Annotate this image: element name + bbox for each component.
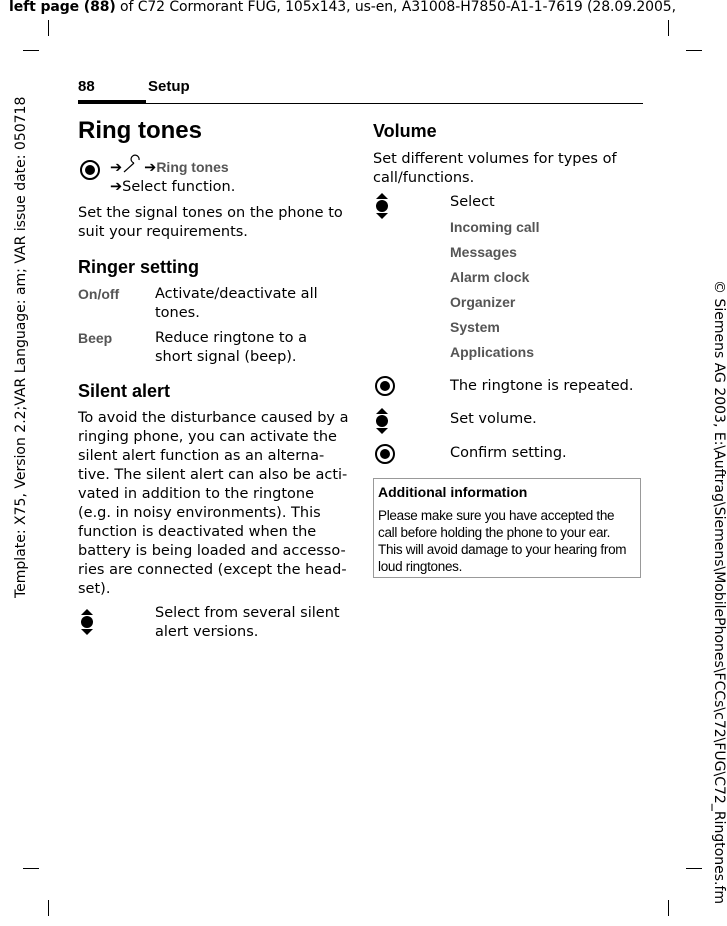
term-beep: Beep: [78, 330, 113, 346]
print-header: [9, 0, 676, 15]
text-line: (e.g. in noisy environments). This: [78, 505, 321, 521]
template-info: [0, 18, 29, 718]
menu-item-ring-tones: Ring tones: [156, 159, 229, 175]
additional-info-box: [373, 478, 641, 578]
text-line: This will avoid damage to your hearing from: [378, 542, 627, 557]
text-line: Set different volumes for types of: [373, 151, 617, 167]
menu-path-instruction: Select function.: [122, 179, 236, 195]
crop-mark: [686, 868, 702, 869]
text-line: tive. The silent alert can also be acti-: [78, 467, 348, 483]
ringer-setting-heading: Ringer setting: [78, 257, 200, 277]
silent-alert-text: [78, 409, 353, 599]
arrow-icon: ➔: [144, 160, 157, 176]
text-line: call/functions.: [373, 170, 475, 186]
term-on-off: On/off: [78, 286, 120, 302]
term-on-off-desc: [155, 285, 318, 323]
text-line: ringing phone, you can activate the: [78, 429, 337, 445]
print-header-page: left page (88): [9, 0, 116, 15]
text-line: ries are connected (except the head-: [78, 562, 347, 578]
text-line: tones.: [155, 305, 200, 321]
term-beep-desc: [155, 329, 307, 367]
crop-mark: [23, 50, 39, 51]
crop-mark: [23, 868, 39, 869]
silent-alert-heading: Silent alert: [78, 381, 171, 401]
option-messages: Messages: [450, 244, 517, 260]
crop-mark: [686, 50, 702, 51]
crop-mark: [48, 900, 49, 916]
volume-heading: Volume: [373, 121, 437, 141]
intro-text: [78, 204, 348, 242]
option-organizer: Organizer: [450, 294, 516, 310]
silent-select-text: [155, 604, 340, 642]
text-line: suit your requirements.: [78, 224, 248, 240]
navigation-key-icon: [375, 376, 395, 396]
option-applications: Applications: [450, 344, 535, 360]
additional-info-body: [378, 507, 640, 575]
text-line: To avoid the disturbance caused by a: [78, 410, 349, 426]
navigation-key-icon: [375, 444, 395, 464]
text-line: alert versions.: [155, 624, 259, 640]
option-system: System: [450, 319, 500, 335]
confirm-text: Confirm setting.: [450, 445, 567, 461]
crop-mark: [668, 20, 669, 36]
up-down-key-icon: [80, 609, 94, 635]
page-number: 88: [78, 78, 95, 95]
text-line: vated in addition to the ringtone: [78, 486, 315, 502]
menu-path: [110, 158, 235, 197]
arrow-icon: ➔: [110, 179, 123, 195]
print-header-info: of C72 Cormorant FUG, 105x143, us-en, A31008-H7850-A1-1-7619 (28.09.2005,: [115, 0, 676, 15]
text-line: silent alert function as an alterna-: [78, 448, 325, 464]
text-line: Set the signal tones on the phone to: [78, 205, 343, 221]
up-down-key-icon: [375, 408, 389, 434]
repeated-text: The ringtone is repeated.: [450, 378, 634, 394]
template-info-text: Template: X75, Version 2.2;VAR Language: am; VAR issue date: 050718: [13, 96, 29, 598]
volume-intro: [373, 150, 641, 188]
text-line: Activate/deactivate all: [155, 286, 318, 302]
set-volume-text: Set volume.: [450, 411, 537, 427]
text-line: Please make sure you have accepted the: [378, 508, 615, 523]
text-line: Reduce ringtone to a: [155, 330, 307, 346]
copyright-text: © Siemens AG 2003, E:\Auftrag\Siemens\MobilePhones\FCCs\c72\FUG\C72_Ringtones.fm: [711, 280, 727, 905]
navigation-key-icon: [80, 160, 100, 180]
additional-info-title: Additional information: [378, 484, 528, 500]
arrow-icon: ➔: [110, 160, 123, 176]
wrench-icon: [122, 158, 144, 174]
option-alarm-clock: Alarm clock: [450, 269, 530, 285]
text-line: Select from several silent: [155, 605, 340, 621]
text-line: call before holding the phone to your ear.: [378, 525, 611, 540]
crop-mark: [48, 20, 49, 36]
crop-mark: [668, 900, 669, 916]
text-line: short signal (beep).: [155, 349, 297, 365]
text-line: set).: [78, 581, 111, 597]
text-line: function is deactivated when the: [78, 524, 317, 540]
header-rule: [146, 103, 643, 104]
page-heading: Ring tones: [78, 117, 202, 144]
text-line: loud ringtones.: [378, 559, 463, 574]
text-line: battery is being loaded and accesso-: [78, 543, 346, 559]
section-title: Setup: [148, 78, 190, 95]
option-incoming-call: Incoming call: [450, 219, 540, 235]
select-label: Select: [450, 194, 495, 210]
up-down-key-icon: [375, 193, 389, 219]
header-bar: [78, 100, 146, 104]
